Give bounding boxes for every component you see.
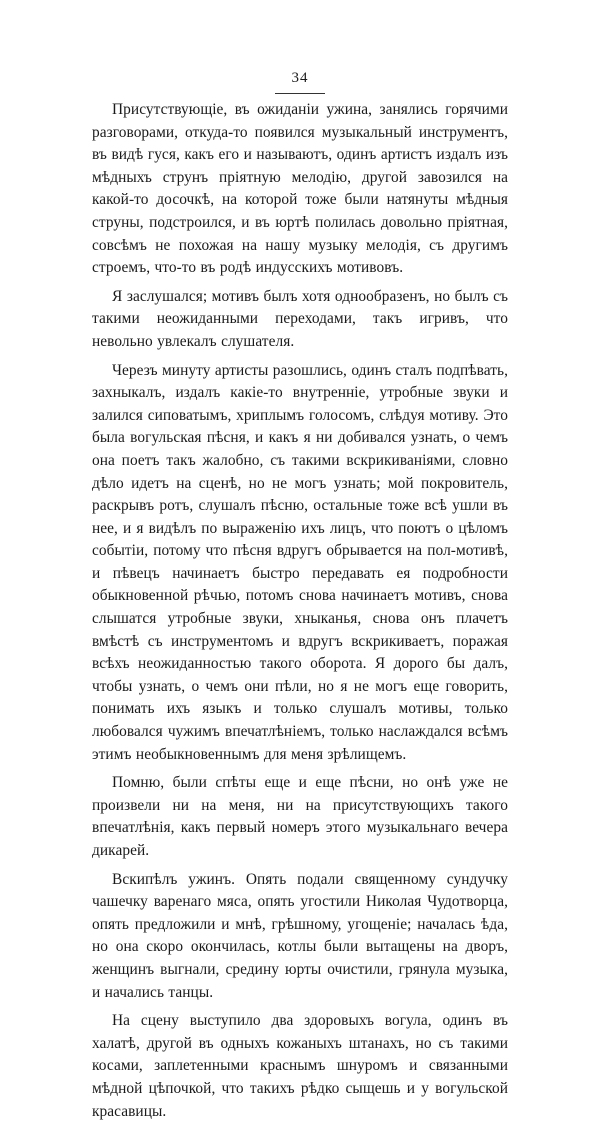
paragraph: Вскипѣлъ ужинъ. Опять подали священному сундучку чашечку варенаго мяса, опять угостили Николая Чудотворца, опять предложили и мнѣ, грѣшному, угощеніе; началась ѣда, но она скоро окончилась, котлы были вытащены на дворъ, женщинъ выгнали, средину юрты очистили, грянула музыка, и начались танцы. xyxy=(92,870,508,1001)
text-body xyxy=(92,99,508,1123)
page-number-rule xyxy=(275,93,325,94)
paragraph: Присутствующіе, въ ожиданіи ужина, занялись горячими разговорами, откуда-то появился музыкальный инструментъ, въ видѣ гуся, какъ его и называютъ, одинъ артистъ издалъ изъ мѣдныхъ струнъ пріятную мелодію, другой завозился на какой-то досочкѣ, на которой тоже были натянуты мѣдныя струны, подстроился, и въ юртѣ полилась довольно пріятная, совсѣмъ не похожая на нашу музыку мелодія, съ другимъ строемъ, что-то въ родѣ индусскихъ мотивовъ. xyxy=(92,101,508,277)
paragraph: Я заслушался; мотивъ былъ хотя однообразенъ, но былъ съ такими неожиданными переходами, такъ игривъ, что невольно увлекалъ слушателя. xyxy=(92,287,508,350)
paragraph: На сцену выступило два здоровыхъ вогула, одинъ въ халатѣ, другой въ одныхъ кожаныхъ штанахъ, но съ такими косами, заплетенными краснымъ шнуромъ и связанными мѣдной цѣпочкой, что такихъ рѣдко сыщешь и у вогульской красавицы. xyxy=(92,1012,508,1120)
paragraph: Помню, были спѣты еще и еще пѣсни, но онѣ уже не произвели ни на меня, ни на присутствующихъ такого впечатлѣнія, какъ первый номеръ этого музыкальнаго вечера дикарей. xyxy=(92,774,508,859)
paragraph: Черезъ минуту артисты разошлись, одинъ сталъ подпѣвать, захныкалъ, издалъ какіе-то внутренніе, утробные звуки и залился сиповатымъ, хриплымъ голосомъ, слѣдуя мотиву. Это была вогульская пѣсня, и какъ я ни добивался узнать, о чемъ она поетъ такъ жалобно, съ такими вскрикиваніями, словно дѣло идетъ на сценѣ, но не могъ узнать; мой покровитель, раскрывъ ротъ, слушалъ пѣсню, остальные тоже всѣ ушли въ нее, и я видѣлъ по выраженію ихъ лицъ, что поютъ о цѣломъ событіи, потому что пѣсня вдругъ обрывается на пол-мотивѣ, и пѣвецъ начинаетъ быстро передавать ея подробности обыкновенной рѣчью, потомъ снова начинаетъ мотивъ, снова слышатся утробные звуки, хныканья, снова онъ плачетъ вмѣстѣ съ инструментомъ и вдругъ вскрикиваетъ, поражая всѣхъ неожиданностью такого оборота. Я дорого бы далъ, чтобы узнать, о чемъ они пѣли, но я не могъ еще говорить, понимать ихъ языкъ и только слушалъ мотивы, только любовался чужимъ впечатлѣніемъ, только наслаждался всѣмъ этимъ необыкновеннымъ для меня зрѣлищемъ. xyxy=(92,361,509,763)
page-number: 34 xyxy=(291,70,309,86)
